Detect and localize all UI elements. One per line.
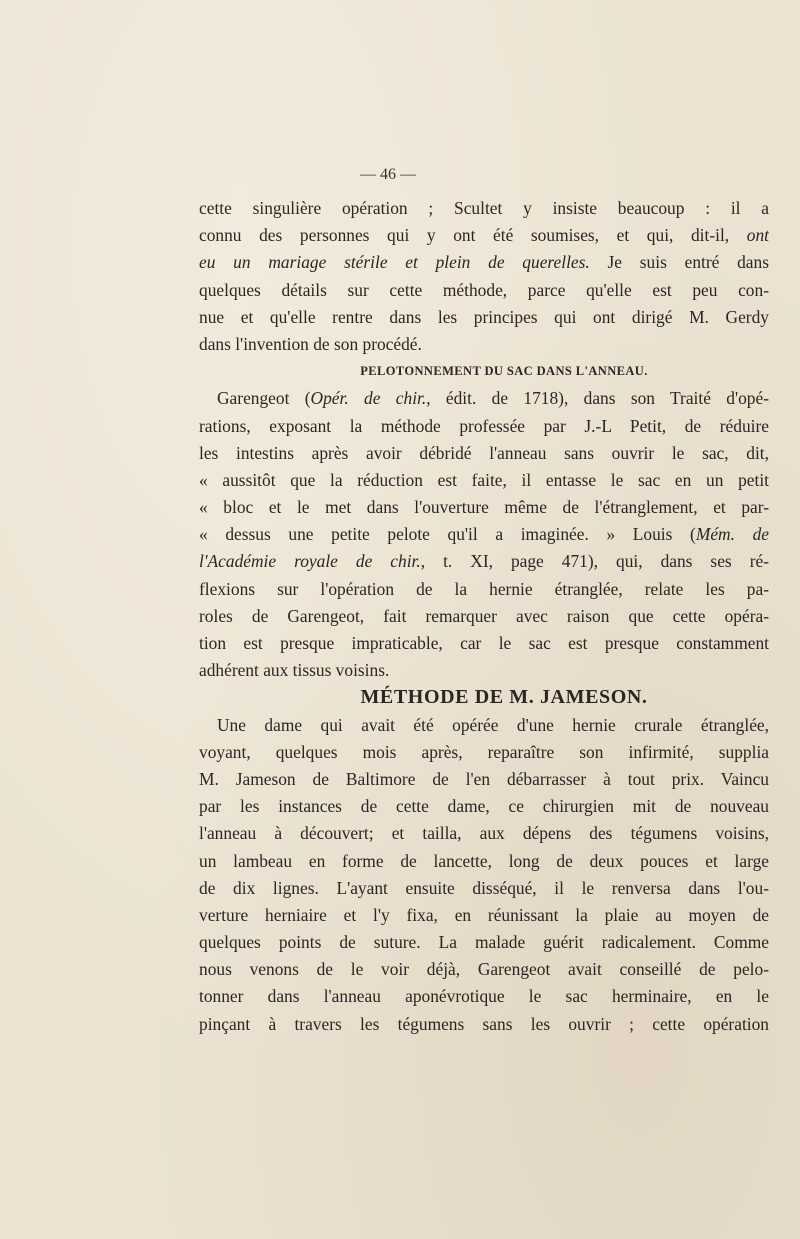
text-line: flexions sur l'opération de la hernie étranglée, relate les pa- <box>199 578 769 599</box>
body-text <box>199 195 769 1038</box>
text-line: Garengeot (Opér. de chir., édit. de 1718), dans son Traité d'opé- <box>217 388 769 409</box>
text-line: quelques points de suture. La malade guérit radicalement. Comme <box>199 932 769 953</box>
text-line: M. Jameson de Baltimore de l'en débarrasser à tout prix. Vaincu <box>199 768 769 789</box>
text-line: eu un mariage stérile et plein de querelles. Je suis entré dans <box>199 252 769 273</box>
italic-text: ont <box>746 225 769 246</box>
text-line: tion est presque impraticable, car le sac est presque constamment <box>199 633 769 653</box>
text-line: un lambeau en forme de lancette, long de deux pouces et large <box>199 850 769 871</box>
text-line: « bloc et le met dans l'ouverture même de l'étranglement, et par- <box>199 497 769 518</box>
text-line: l'anneau à découvert; et tailla, aux dépens des tégumens voisins, <box>199 823 769 844</box>
text-line: de dix lignes. L'ayant ensuite disséqué, il le renversa dans l'ou- <box>199 877 769 898</box>
text-line: les intestins après avoir débridé l'anneau sans ouvrir le sac, dit, <box>199 442 769 463</box>
text-line: par les instances de cette dame, ce chirurgien mit de nouveau <box>199 796 769 817</box>
italic-text: mariage stérile et plein de querelles. <box>268 252 590 273</box>
text-line: l'Académie royale de chir., t. XI, page 471), qui, dans ses ré- <box>199 551 769 572</box>
text-line: verture herniaire et l'y fixa, en réunissant la plaie au moyen de <box>199 904 769 925</box>
text-line: dans l'invention de son procédé. <box>199 333 422 354</box>
page-number: — 46 — <box>360 166 416 183</box>
text-line: roles de Garengeot, fait remarquer avec raison que cette opéra- <box>199 605 769 626</box>
text-line: voyant, quelques mois après, reparaître son infirmité, supplia <box>199 741 769 762</box>
text-line: « aussitôt que la réduction est faite, il entasse le sac en un petit <box>199 469 769 490</box>
section-heading: MÉTHODE DE M. JAMESON. <box>360 686 648 709</box>
italic-text: eu un <box>199 252 251 273</box>
text-line: quelques détails sur cette méthode, parce qu'elle est peu con- <box>199 279 769 300</box>
text-line: connu des personnes qui y ont été soumises, et qui, dit-il, ont <box>199 225 769 246</box>
text-line: pinçant à travers les tégumens sans les ouvrir ; cette opération <box>199 1013 769 1034</box>
text-line: nous venons de le voir déjà, Garengeot avait conseillé de pelo- <box>199 959 769 980</box>
text-line: adhérent aux tissus voisins. <box>199 660 390 681</box>
text-line: nue et qu'elle rentre dans les principes qui ont dirigé M. Gerdy <box>199 306 769 327</box>
section-heading: PELOTONNEMENT DU SAC DANS L'ANNEAU. <box>360 364 648 379</box>
text-line: Une dame qui avait été opérée d'une hernie crurale étranglée, <box>217 714 769 735</box>
text-line: cette singulière opération ; Scultet y insiste beaucoup : il a <box>199 198 769 218</box>
text-line: rations, exposant la méthode professée par J.-L Petit, de réduire <box>199 415 769 436</box>
text-line: tonner dans l'anneau aponévrotique le sac herminaire, en le <box>199 986 769 1007</box>
text-line: « dessus une petite pelote qu'il a imaginée. » Louis (Mém. de <box>199 524 769 545</box>
